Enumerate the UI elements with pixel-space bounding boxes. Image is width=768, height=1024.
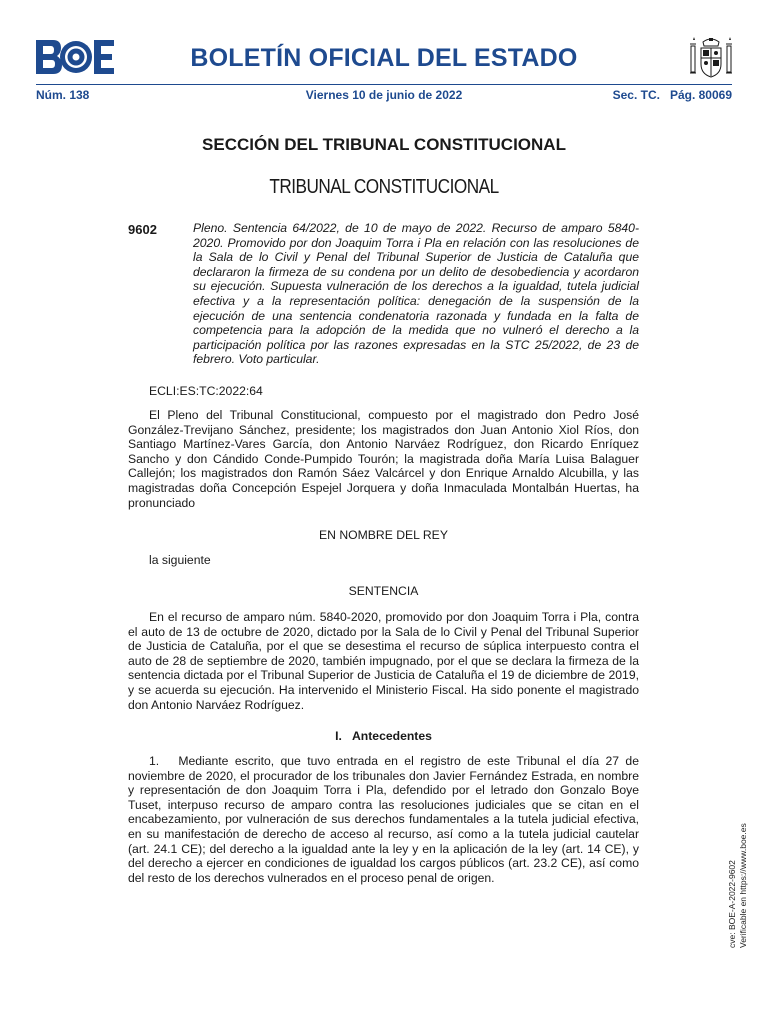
section-title: SECCIÓN DEL TRIBUNAL CONSTITUCIONAL — [202, 135, 566, 154]
entry-number: 9602 — [128, 222, 157, 237]
bulletin-title: BOLETÍN OFICIAL DEL ESTADO — [190, 44, 578, 72]
ecli-identifier: ECLI:ES:TC:2022:64 — [149, 384, 263, 398]
sentencia-heading: SENTENCIA — [348, 584, 419, 598]
antecedentes-heading: I. Antecedentes — [335, 729, 432, 743]
en-nombre-del-rey: EN NOMBRE DEL REY — [319, 528, 448, 542]
side-verification — [727, 823, 749, 948]
issue-date: Viernes 10 de junio de 2022 — [305, 88, 463, 102]
paragraph-recurso: En el recurso de amparo núm. 5840-2020, promovido por don Joaquim Torra i Pla, contra el auto de 13 de octubre de 2020, dictado por la Sala de lo Civil y Penal del Tribunal Superior de Justicia de Cataluña, por el que se desestima el recurso de súplica interpuesto contra el auto de 28 de septiembre de 2020, también impugnado, por el que se declara la firmeza de la sentencia dictada por el Tribunal Superior de Justicia de Cataluña el 19 de diciembre de 2019, y se acuerda su ejecución. Ha intervenido el Ministerio Fiscal. Ha sido ponente el magistrado don Antonio Narváez Rodríguez. — [128, 610, 639, 712]
section-page — [603, 88, 732, 102]
issue-number: Núm. 138 — [36, 88, 90, 102]
court-title: TRIBUNAL CONSTITUCIONAL — [269, 176, 499, 198]
page-number: Pág. 80069 — [669, 88, 732, 102]
coat-of-arms-icon — [688, 36, 734, 80]
entry-summary: Pleno. Sentencia 64/2022, de 10 de mayo de 2022. Recurso de amparo 5840-2020. Promovido por don Joaquim Torra i Pla en relación con las resoluciones de la Sala de lo Civil y Penal del Tribunal Superior de Justicia de Cataluña que declararon la firmeza de su condena por un delito de desobediencia y acordaron su ejecución. Supuesta vulneración de los derechos a la igualdad, tutela judicial efectiva y a la representación política: denegación de la suspensión de la ejecución de una sentencia condenatoria razonada y fundada en la falta de competencia para la adopción de la medida que no vulneró el derecho a la participación política por las razones expresadas en la STC 25/2022, de 23 de febrero. Voto particular. — [193, 221, 639, 367]
cve-code: cve: BOE-A-2022-9602 — [727, 860, 737, 948]
header-rule — [36, 84, 732, 85]
la-siguiente: la siguiente — [149, 553, 211, 567]
section-label: Sec. TC. — [612, 88, 660, 102]
paragraph-pleno: El Pleno del Tribunal Constitucional, compuesto por el magistrado don Pedro José González-Trevijano Sánchez, presidente; los magistrados don Juan Antonio Xiol Ríos, don Santiago Martínez-Vares García, don Antonio Narváez Rodríguez, don Ricardo Enríquez Sancho y don Cándido Conde-Pumpido Tourón; la magistrada doña María Luisa Balaguer Callejón; los magistrados don Ramón Sáez Valcárcel y don Enrique Arnaldo Alcubilla, y las magistradas doña Concepción Espejel Jorquera y doña Inmaculada Montalbán Huertas, ha pronunciado — [128, 408, 639, 510]
verification-url[interactable]: Verificable en https://www.boe.es — [738, 823, 748, 948]
paragraph-antecedente-1: 1. Mediante escrito, que tuvo entrada en el registro de este Tribunal el día 27 de noviembre de 2020, el procurador de los tribunales don Javier Fernández Estrada, en nombre y representación de don Joaquim Torra i Pla, defendido por el letrado don Gonzalo Boye Tuset, interpuso recurso de amparo contra las resoluciones judiciales que se citan en el encabezamiento, por vulneración de sus derechos fundamentales a la tutela judicial efectiva, en su manifestación de derecho de acceso al recurso, así como a la tutela judicial cautelar (art. 24.1 CE); del derecho a la igualdad ante la ley y en la aplicación de la ley (art. 14 CE), y del derecho a ejercer en condiciones de igualdad los cargos públicos (art. 23.2 CE), así como del resto de los derechos vulnerados en el proceso penal de origen. — [128, 754, 639, 885]
